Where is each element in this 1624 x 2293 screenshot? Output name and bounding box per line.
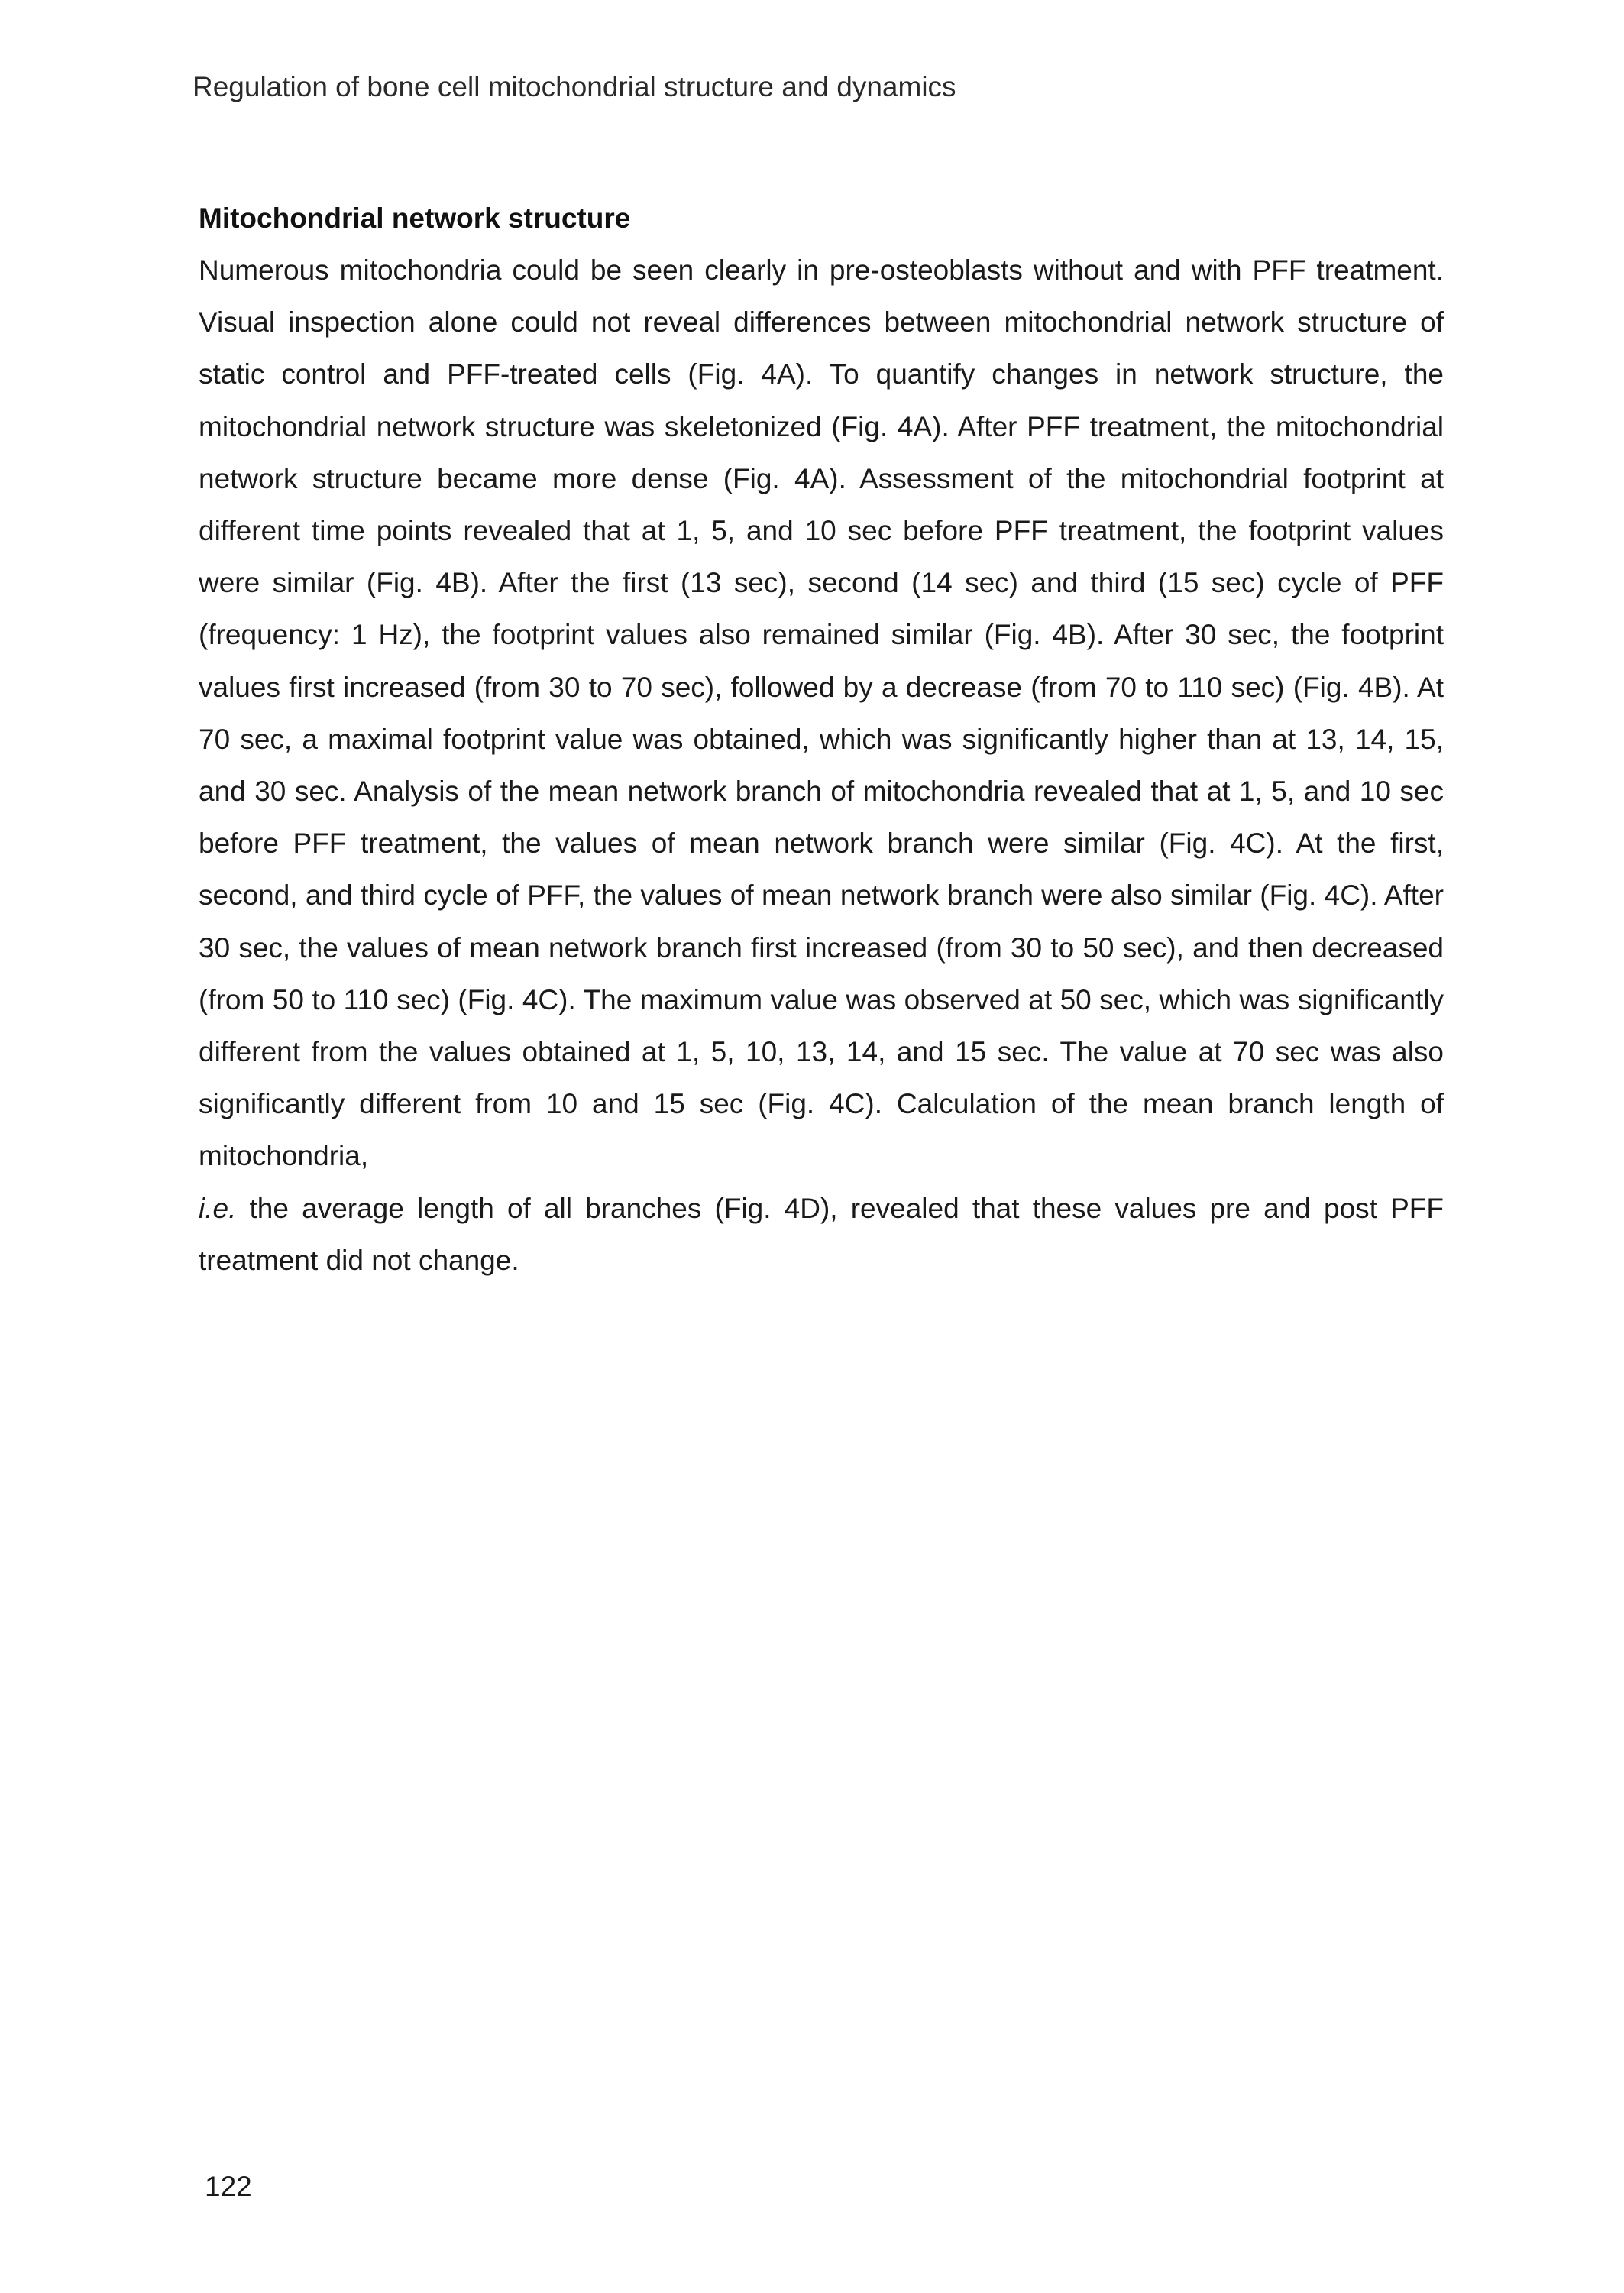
body-paragraph	[199, 245, 1444, 1287]
section-mitochondrial-network-structure	[199, 193, 1444, 1287]
running-header: Regulation of bone cell mitochondrial structure and dynamics	[192, 71, 956, 102]
page-number: 122	[205, 2171, 252, 2202]
paragraph-text-part-2: the average length of all branches (Fig. 4D), revealed that these values pre and post PFF treatment did not change.	[199, 1192, 1444, 1276]
paragraph-text-part-1: Numerous mitochondria could be seen clearly in pre-osteoblasts without and with PFF treatment. Visual inspection alone could not reveal differences between mitochondrial network structure of static control and PFF-treated cells (Fig. 4A). To quantify changes in network structure, the mitochondrial network structure was skeletonized (Fig. 4A). After PFF treatment, the mitochondrial network structure became more dense (Fig. 4A). Assessment of the mitochondrial footprint at different time points revealed that at 1, 5, and 10 sec before PFF treatment, the footprint values were similar (Fig. 4B). After the first (13 sec), second (14 sec) and third (15 sec) cycle of PFF (frequency: 1 Hz), the footprint values also remained similar (Fig. 4B). After 30 sec, the footprint values first increased (from 30 to 70 sec), followed by a decrease (from 70 to 110 sec) (Fig. 4B). At 70 sec, a maximal footprint value was obtained, which was significantly higher than at 13, 14, 15, and 30 sec. Analysis of the mean network branch of mitochondria revealed that at 1, 5, and 10 sec before PFF treatment, the values of mean network branch were similar (Fig. 4C). At the first, second, and third cycle of PFF, the values of mean network branch were also similar (Fig. 4C). After 30 sec, the values of mean network branch first increased (from 30 to 50 sec), and then decreased (from 50 to 110 sec) (Fig. 4C). The maximum value was observed at 50 sec, which was significantly different from the values obtained at 1, 5, 10, 13, 14, and 15 sec. The value at 70 sec was also significantly different from 10 and 15 sec (Fig. 4C). Calculation of the mean branch length of mitochondria,	[199, 254, 1444, 1172]
italic-abbreviation: i.e.	[199, 1192, 237, 1224]
section-heading: Mitochondrial network structure	[199, 202, 631, 234]
